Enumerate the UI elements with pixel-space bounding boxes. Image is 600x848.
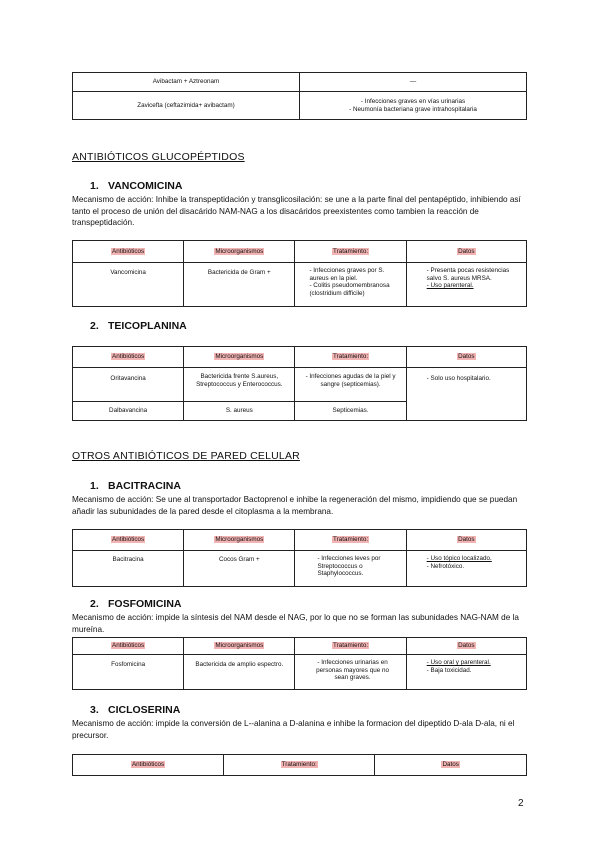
section-title-otros: OTROS ANTIBIÓTICOS DE PARED CELULAR <box>72 450 300 462</box>
table-cell: Vancomicina <box>73 263 184 307</box>
header-cell: Datos <box>406 241 526 263</box>
header-cell: Datos <box>406 347 526 368</box>
heading-text: BACITRACINA <box>108 480 181 492</box>
list-item: - Infecciones leves por Streptococcus o Staphylococcus. <box>317 555 381 577</box>
table-row <box>73 551 527 587</box>
table-header-row <box>73 755 527 776</box>
list-item: - Uso parenteral. <box>426 282 474 289</box>
table-cell <box>406 655 526 690</box>
table-cell: Bactericida de amplio espectro. <box>184 655 295 690</box>
table-teicoplanina <box>72 346 527 421</box>
heading-vancomicina <box>90 180 182 192</box>
table-header-row <box>73 638 527 655</box>
heading-cicloserina <box>90 704 180 716</box>
list-item: - Uso oral y parenteral. <box>426 659 491 666</box>
heading-text: TEICOPLANINA <box>108 320 187 332</box>
page-number: 2 <box>518 798 524 809</box>
header-cell: Antibióticos <box>73 755 224 776</box>
list-item: - Infecciones urinarias en personas mayores que no sean graves. <box>316 659 389 681</box>
header-cell: Tratamiento: <box>295 241 406 263</box>
header-cell: Antibióticos <box>73 638 184 655</box>
top-table <box>72 72 527 120</box>
table-header-row <box>73 347 527 368</box>
table-fosfomicina <box>72 637 527 690</box>
heading-bacitracina <box>90 480 181 492</box>
table-cell: Bactericida frente S.aureus, Streptococcus y Enterococcus. <box>184 368 295 402</box>
header-cell: Microorganismos <box>184 530 295 551</box>
section-title-glucopeptidos: ANTIBIÓTICOS GLUCOPÉPTIDOS <box>72 151 245 163</box>
table-cell: Septicemias. <box>295 402 406 421</box>
list-item: - Infecciones graves por S. aureus en la piel. <box>309 267 385 282</box>
table-row <box>73 368 527 402</box>
heading-text: VANCOMICINA <box>108 180 183 192</box>
table-row <box>73 655 527 690</box>
table-cicloserina <box>72 754 527 776</box>
header-cell: Tratamiento: <box>224 755 375 776</box>
paragraph-vancomicina: Mecanismo de acción: Inhibe la transpeptidación y transglicosilación: se une a la parte final del pentapéptido, inhibiendo así tanto el proceso de unión del disacárido NAM-NAG a los disacáridos preexistentes como tambien la reacción de transpeptidación. <box>72 195 521 227</box>
table-cell: — <box>300 73 527 92</box>
header-cell: Tratamiento: <box>295 638 406 655</box>
table-cell: Bacitracina <box>73 551 184 587</box>
table-cell: Cocos Gram + <box>184 551 295 587</box>
list-item: - Presenta pocas resistencias salvo S. aureus MRSA. <box>426 267 510 282</box>
list-item: - Nefrotóxico. <box>426 562 465 570</box>
heading-number: 1. <box>90 180 99 192</box>
table-cell <box>300 92 527 120</box>
table-cell: S. aureus <box>184 402 295 421</box>
heading-teicoplanina <box>90 320 187 332</box>
table-cell <box>295 551 406 587</box>
paragraph-bacitracina: Mecanismo de acción: Se une al transportador Bactoprenol e inhibe la regeneración del mismo, impidiendo que se puedan añadir las subunidades de la pared desde el citoplasma a la membrana. <box>72 495 518 516</box>
table-cell: - Solo uso hospitalario. <box>406 368 526 421</box>
table-cell: Dalbavancina <box>73 402 184 421</box>
heading-text: CICLOSERINA <box>108 704 181 716</box>
header-cell: Antibióticos <box>73 347 184 368</box>
header-cell: Tratamiento: <box>295 530 406 551</box>
table-row <box>73 73 527 92</box>
table-cell: Bactericida de Gram + <box>184 263 295 307</box>
table-row <box>73 92 527 120</box>
list-item: - Colitis pseudomembranosa (clostridium difficile) <box>309 282 390 297</box>
table-cell <box>406 263 526 307</box>
paragraph-fosfomicina: Mecanismo de acción: impide la síntesis del NAM desde el NAG, por lo que no se forman las subunidades NAG-NAM de la mureína. <box>72 613 519 634</box>
header-cell: Datos <box>406 530 526 551</box>
header-cell: Antibióticos <box>73 530 184 551</box>
list-item: - Uso tópico localizado. <box>426 555 492 562</box>
table-cell: Zavicefta (ceftazimida+ avibactam) <box>73 92 300 120</box>
paragraph-cicloserina: Mecanismo de acción: impide la conversión de L--alanina a D-alanina e inhibe la formacion del dipeptido D-ala D-ala, ni el precursor. <box>72 719 515 740</box>
table-cell <box>295 655 406 690</box>
list-item: - Infecciones graves en vías urinarias <box>360 97 466 105</box>
table-bacitracina <box>72 529 527 587</box>
heading-number: 2. <box>90 598 99 610</box>
table-cell <box>295 263 406 307</box>
heading-number: 2. <box>90 320 99 332</box>
table-cell: Avibactam + Aztreonam <box>73 73 300 92</box>
table-header-row <box>73 241 527 263</box>
table-cell <box>406 551 526 587</box>
header-cell: Microorganismos <box>184 241 295 263</box>
header-cell: Microorganismos <box>184 638 295 655</box>
table-vancomicina <box>72 240 527 307</box>
heading-text: FOSFOMICINA <box>108 598 182 610</box>
header-cell: Antibióticos <box>73 241 184 263</box>
header-cell: Datos <box>375 755 527 776</box>
table-cell: Fosfomicina <box>73 655 184 690</box>
heading-fosfomicina <box>90 598 182 610</box>
table-cell: Oritavancina <box>73 368 184 402</box>
header-cell: Microorganismos <box>184 347 295 368</box>
table-header-row <box>73 530 527 551</box>
table-cell: - Infecciones agudas de la piel y sangre (septicemias). <box>295 368 406 402</box>
list-item: - Neumonía bacteriana grave intrahospitalaria <box>349 105 477 113</box>
heading-number: 3. <box>90 704 99 716</box>
heading-number: 1. <box>90 480 99 492</box>
list-item: - Baja toxicidad. <box>426 666 472 674</box>
table-row <box>73 263 527 307</box>
header-cell: Tratamiento: <box>295 347 406 368</box>
header-cell: Datos <box>406 638 526 655</box>
